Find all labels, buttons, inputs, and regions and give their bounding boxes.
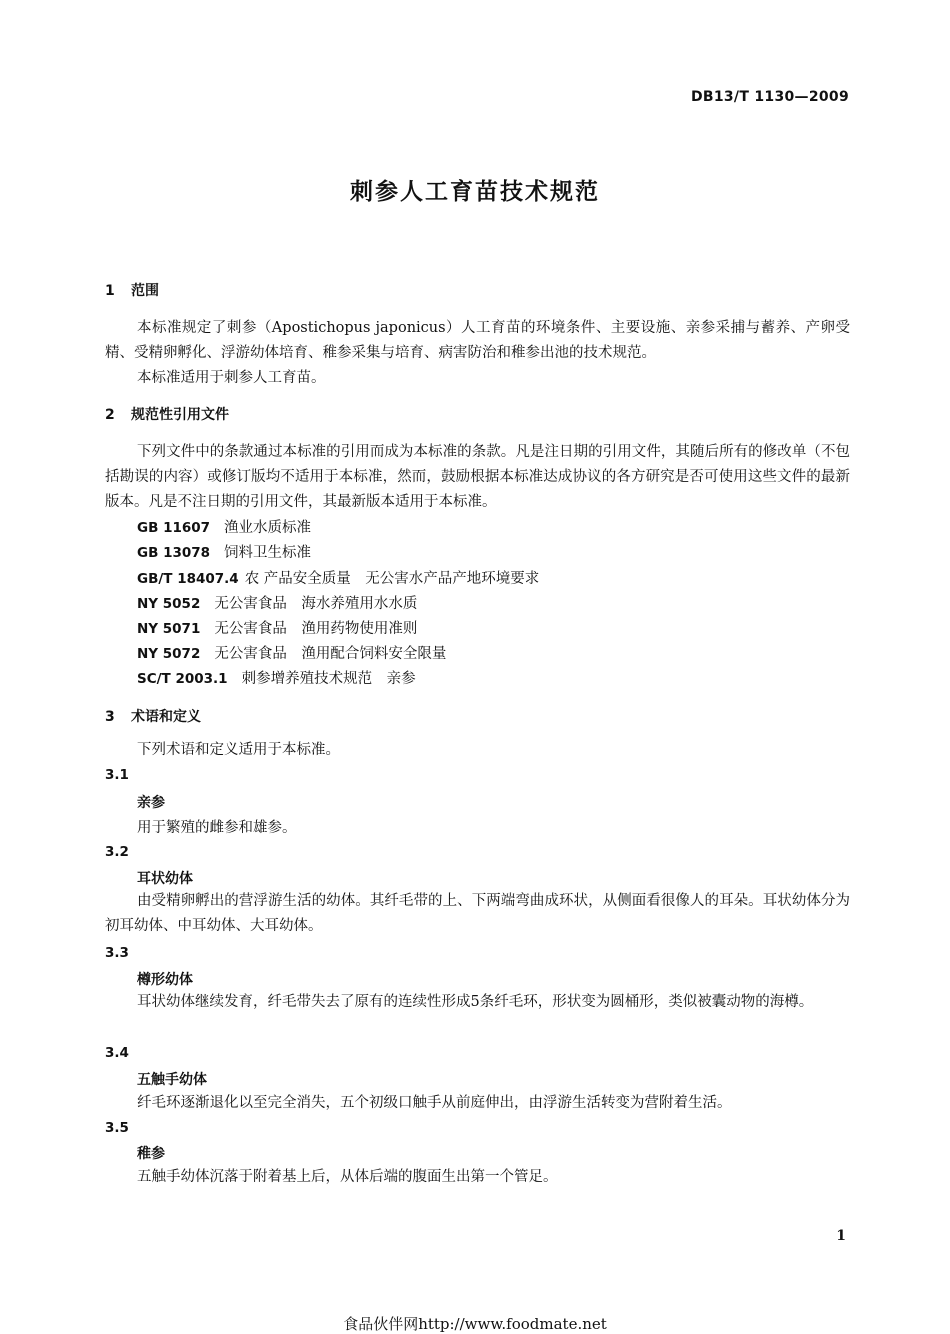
term-number: 3.5 [105, 1120, 129, 1136]
section-1-heading [105, 280, 159, 300]
reference-title: 刺参增养殖技术规范 亲参 [241, 671, 416, 687]
section-number: 1 [105, 283, 115, 299]
term-number: 3.3 [105, 945, 129, 961]
reference-code: GB 11607 [137, 520, 211, 536]
term-name: 樽形幼体 [137, 972, 193, 988]
section-title: 范围 [131, 283, 159, 299]
reference-title: 农 产品安全质量 无公害水产品产地环境要求 [244, 571, 540, 587]
reference-title: 饲料卫生标准 [224, 545, 312, 561]
section-1-paragraph-2: 本标准适用于刺参人工育苗。 [137, 370, 326, 386]
term-definition: 由受精卵孵出的营浮游生活的幼体。其纤毛带的上、下两端弯曲成环状，从侧面看很像人的耳朵。耳状幼体分为初耳幼体、中耳幼体、大耳幼体。 [105, 893, 850, 934]
section-3-intro: 下列术语和定义适用于本标准。 [137, 742, 340, 758]
section-title: 规范性引用文件 [131, 407, 229, 423]
reference-title: 无公害食品 渔用药物使用准则 [214, 621, 418, 637]
term-definition: 纤毛环逐渐退化以至完全消失，五个初级口触手从前庭伸出，由浮游生活转变为营附着生活。 [137, 1095, 732, 1111]
reference-item [137, 592, 417, 613]
reference-item [137, 667, 416, 688]
reference-item [137, 541, 311, 562]
term-number: 3.2 [105, 844, 129, 860]
term-number: 3.4 [105, 1045, 129, 1061]
term-number: 3.1 [105, 767, 129, 783]
page-number: 1 [836, 1228, 846, 1244]
reference-item [137, 567, 539, 588]
reference-item [137, 516, 311, 537]
document-title: 刺参人工育苗技术规范 [350, 179, 600, 205]
section-number: 2 [105, 407, 115, 423]
term-definition: 五触手幼体沉落于附着基上后，从体后端的腹面生出第一个管足。 [137, 1169, 558, 1185]
term-name: 稚参 [137, 1146, 165, 1162]
reference-item [137, 642, 446, 663]
term-definition: 耳状幼体继续发育，纤毛带失去了原有的连续性形成5条纤毛环，形状变为圆桶形，类似被囊动物的海樽。 [137, 994, 814, 1010]
reference-item [137, 617, 417, 638]
section-3-heading [105, 706, 201, 726]
reference-title: 渔业水质标准 [224, 520, 312, 536]
reference-title: 无公害食品 海水养殖用水水质 [214, 596, 418, 612]
reference-code: NY 5052 [137, 596, 201, 612]
section-2-heading [105, 404, 229, 424]
term-definition: 用于繁殖的雌参和雄参。 [137, 820, 297, 836]
standard-code: DB13/T 1130—2009 [690, 89, 849, 105]
term-name: 耳状幼体 [137, 871, 193, 887]
term-name: 亲参 [137, 795, 165, 811]
reference-code: GB 13078 [137, 545, 211, 561]
term-name: 五触手幼体 [137, 1072, 207, 1088]
footer-watermark: 食品伙伴网http://www.foodmate.net [343, 1315, 607, 1333]
reference-title: 无公害食品 渔用配合饲料安全限量 [214, 646, 447, 662]
section-title: 术语和定义 [131, 709, 201, 725]
reference-code: SC/T 2003.1 [137, 671, 228, 687]
section-number: 3 [105, 709, 115, 725]
reference-code: NY 5072 [137, 646, 201, 662]
section-2-paragraph-1: 下列文件中的条款通过本标准的引用而成为本标准的条款。凡是注日期的引用文件，其随后所有的修改单（不包括勘误的内容）或修订版均不适用于本标准，然而，鼓励根据本标准达成协议的各方研究是否可使用这些文件的最新版本。凡是不注日期的引用文件，其最新版本适用于本标准。 [105, 444, 850, 510]
section-1-paragraph-1: 本标准规定了刺参（Apostichopus japonicus）人工育苗的环境条件、主要设施、亲参采捕与蓄养、产卵受精、受精卵孵化、浮游幼体培育、稚参采集与培育、病害防治和稚参出池的技术规范。 [105, 320, 850, 361]
reference-code: GB/T 18407.4 [137, 571, 239, 587]
reference-code: NY 5071 [137, 621, 201, 637]
